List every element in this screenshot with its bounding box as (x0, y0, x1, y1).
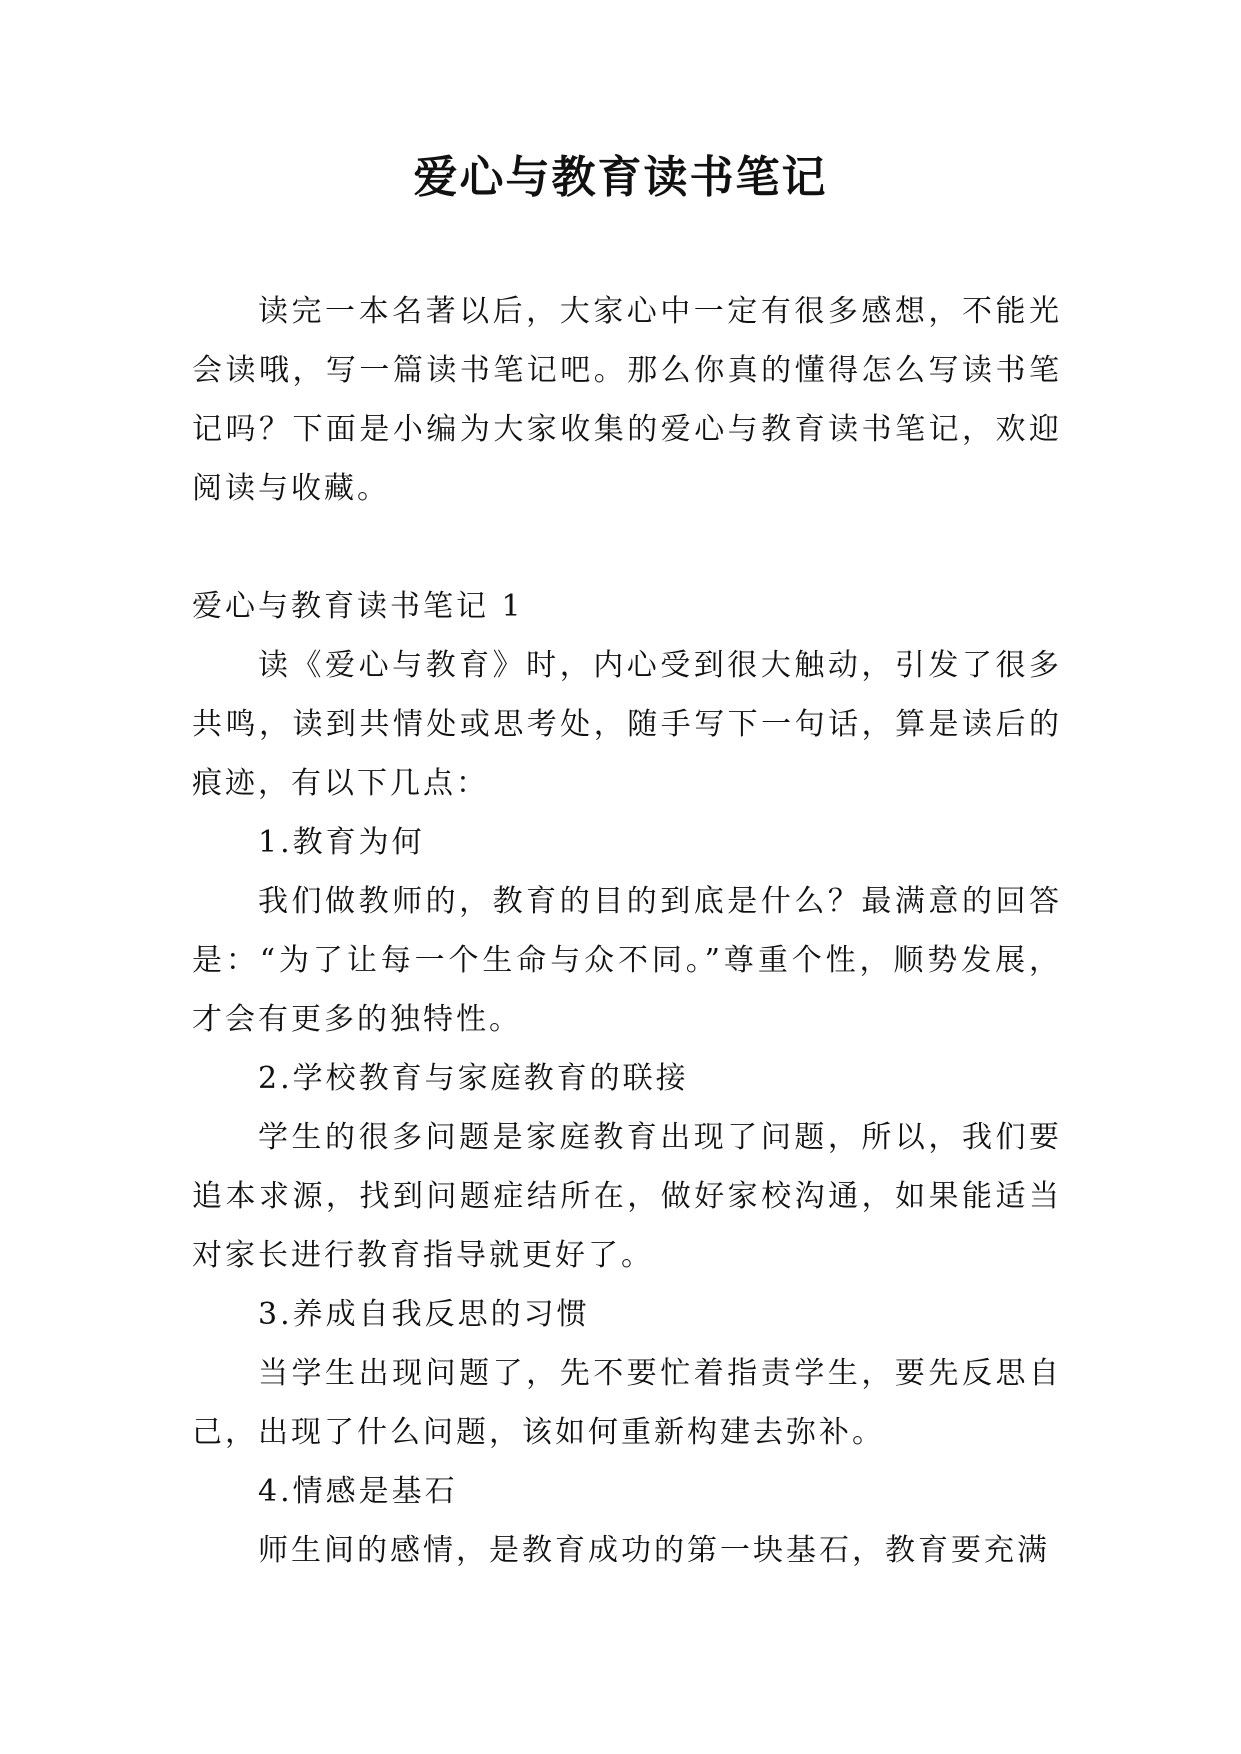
subheading: 3.养成自我反思的习惯 (258, 1297, 590, 1332)
subheading: 1.教育为何 (258, 825, 425, 860)
paragraph: 学生的很多问题是家庭教育出现了问题，所以，我们要追本求源，找到问题症结所在，做好家校沟通，如果能适当对家长进行教育指导就更好了。 (192, 1120, 1062, 1273)
paragraph: 当学生出现问题了，先不要忙着指责学生，要先反思自己，出现了什么问题，该如何重新构建去弥补。 (192, 1356, 1062, 1450)
paragraph: 师生间的感情，是教育成功的第一块基石，教育要充满 (258, 1533, 1050, 1568)
paragraph: 我们做教师的，教育的目的到底是什么？最满意的回答是：“为了让每一个生命与众不同。”尊重个性，顺势发展，才会有更多的独特性。 (192, 884, 1062, 1037)
subheading: 2.学校教育与家庭教育的联接 (258, 1061, 689, 1096)
paragraph: 读《爱心与教育》时，内心受到很大触动，引发了很多共鸣，读到共情处或思考处，随手写下一句话，算是读后的痕迹，有以下几点： (192, 648, 1062, 801)
intro-paragraph: 读完一本名著以后，大家心中一定有很多感想，不能光会读哦，写一篇读书笔记吧。那么你真的懂得怎么写读书笔记吗？下面是小编为大家收集的爱心与教育读书笔记，欢迎阅读与收藏。 (192, 294, 1062, 506)
subheading: 4.情感是基石 (258, 1474, 458, 1509)
document-title: 爱心与教育读书笔记 (413, 152, 828, 203)
section-heading: 爱心与教育读书笔记 1 (192, 589, 524, 624)
document-body (192, 282, 1062, 1580)
